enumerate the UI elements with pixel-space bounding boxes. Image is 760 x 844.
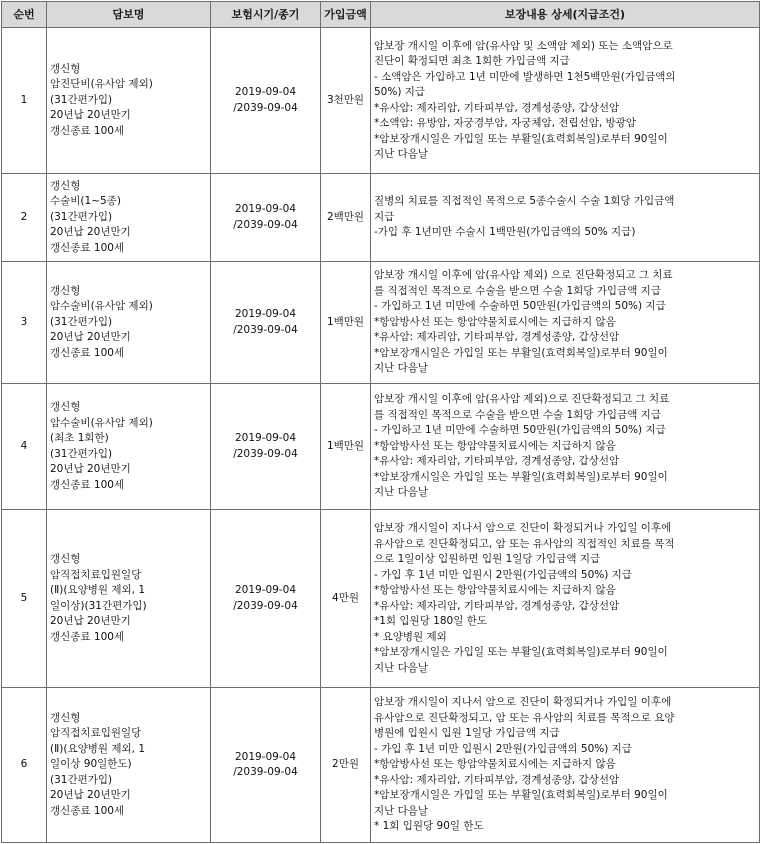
coverage-name-line: 갱신형 bbox=[50, 553, 81, 565]
detail-line: 지급 bbox=[374, 210, 395, 223]
table-body bbox=[2, 28, 760, 843]
detail-line: *유사암: 제자리암, 기타피부암, 경계성종양, 갑상선암 bbox=[374, 331, 620, 344]
coverage-name-line: (Ⅱ)(요양병원 제외, 1 bbox=[50, 742, 146, 755]
period-start: 2019-09-04 bbox=[234, 750, 297, 763]
detail-line: - 소액암은 가입하고 1년 미만에 발생하면 1천5백만원(가입금액의 bbox=[374, 70, 676, 83]
table-row bbox=[2, 510, 760, 688]
coverage-name-line: 갱신형 bbox=[50, 401, 81, 413]
period-start: 2019-09-04 bbox=[234, 584, 297, 596]
detail-line: * 요양병원 제외 bbox=[374, 630, 447, 643]
detail-line: *항암방사선 또는 항암약물치료시에는 지급하지 않음 bbox=[374, 758, 616, 771]
detail-line: 암보장 개시일 이후에 암(유사암 및 소액암 제외) 또는 소액암으로 bbox=[374, 39, 673, 52]
row-number: 1 bbox=[2, 28, 47, 174]
coverage-name-line: 갱신형 bbox=[50, 62, 81, 75]
detail-line: 지난 다음날 bbox=[374, 362, 429, 375]
period-start: 2019-09-04 bbox=[234, 203, 297, 215]
detail-line: - 가입 후 1년 미만 입원시 2만원(가입금액의 50%) 지급 bbox=[374, 742, 632, 755]
coverage-name bbox=[47, 384, 211, 510]
detail-line: *암보장개시일은 가입일 또는 부활일(효력회복일)로부터 90일이 bbox=[374, 470, 668, 483]
detail-line: *항암방사선 또는 항암약물치료시에는 지급하지 않음 bbox=[374, 315, 616, 328]
header-amount: 가입금액 bbox=[321, 2, 371, 28]
coverage-period bbox=[211, 510, 321, 688]
period-end: /2039-09-04 bbox=[233, 218, 298, 231]
detail-line: 를 직접적인 목적으로 수술을 받으면 수술 1회당 가입금액 지급 bbox=[374, 408, 661, 421]
coverage-amount: 3천만원 bbox=[321, 28, 371, 174]
coverage-name-line: (31간편가입) bbox=[50, 93, 113, 106]
detail-line: *소액암: 유방암, 자궁경부암, 자궁체암, 전립선암, 방광암 bbox=[374, 117, 636, 129]
row-number: 5 bbox=[2, 510, 47, 688]
coverage-period bbox=[211, 174, 321, 262]
coverage-name-line: 갱신종료 100세 bbox=[50, 804, 125, 817]
detail-line: 질병의 치료를 직접적인 목적으로 5종수술시 수술 1회당 가입금액 bbox=[374, 195, 675, 208]
period-end: /2039-09-04 bbox=[233, 599, 298, 612]
detail-line: 유사암으로 진단확정되고, 암 또는 유사암의 치료를 목적으로 요양 bbox=[374, 711, 675, 724]
coverage-period bbox=[211, 28, 321, 174]
table-row bbox=[2, 28, 760, 174]
detail-line: *암보장개시일은 가입일 또는 부활일(효력회복일)로부터 90일이 bbox=[374, 132, 668, 145]
coverage-name bbox=[47, 688, 211, 843]
detail-line: *유사암: 제자리암, 기타피부암, 경계성종양, 갑상선암 bbox=[374, 101, 620, 114]
detail-line: *유사암: 제자리암, 기타피부암, 경계성종양, 갑상선암 bbox=[374, 455, 620, 468]
detail-line: 지난 다음날 bbox=[374, 804, 429, 817]
coverage-name-line: 일이상 90일한도) bbox=[50, 758, 132, 771]
header-period: 보험시기/종기 bbox=[211, 2, 321, 28]
row-number: 4 bbox=[2, 384, 47, 510]
coverage-period bbox=[211, 688, 321, 843]
coverage-name-line: (31간편가입) bbox=[50, 447, 113, 460]
coverage-table bbox=[1, 1, 760, 843]
coverage-detail bbox=[371, 510, 760, 688]
coverage-name-line: 20년납 20년만기 bbox=[50, 226, 131, 239]
coverage-name-line: 암직접치료입원일당 bbox=[50, 727, 142, 740]
coverage-name-line: 갱신종료 100세 bbox=[50, 478, 125, 491]
detail-line: - 가입하고 1년 미만에 수술하면 50만원(가입금액의 50%) 지급 bbox=[374, 300, 666, 313]
detail-line: *암보장개시일은 가입일 또는 부활일(효력회복일)로부터 90일이 bbox=[374, 646, 668, 658]
coverage-period bbox=[211, 384, 321, 510]
detail-line: 으로 1일이상 입원하면 입원 1일당 가입금액 지급 bbox=[374, 553, 601, 565]
detail-line: *유사암: 제자리암, 기타피부암, 경계성종양, 갑상선암 bbox=[374, 599, 620, 612]
detail-line: * 1회 입원당 90일 한도 bbox=[374, 820, 484, 833]
detail-line: -가입 후 1년미만 수술시 1백만원(가입금액의 50% 지급) bbox=[374, 226, 636, 239]
coverage-name-line: (31간편가입) bbox=[50, 773, 113, 786]
header-name: 담보명 bbox=[47, 2, 211, 28]
coverage-name-line: 갱신종료 100세 bbox=[50, 241, 125, 254]
detail-line: 지난 다음날 bbox=[374, 661, 429, 674]
coverage-amount: 1백만원 bbox=[321, 262, 371, 384]
coverage-name-line: 갱신형 bbox=[50, 179, 81, 192]
coverage-name-line: 20년납 20년만기 bbox=[50, 109, 131, 122]
coverage-name-line: (최초 1회한) bbox=[50, 432, 109, 444]
period-end: /2039-09-04 bbox=[233, 323, 298, 336]
coverage-detail bbox=[371, 384, 760, 510]
coverage-name-line: 암수술비(유사암 제외) bbox=[50, 416, 153, 429]
coverage-name-line: 암진단비(유사암 제외) bbox=[50, 78, 153, 91]
coverage-name bbox=[47, 28, 211, 174]
coverage-amount: 4만원 bbox=[321, 510, 371, 688]
coverage-name-line: (Ⅱ)(요양병원 제외, 1 bbox=[50, 584, 146, 596]
detail-line: 유사암으로 진단확정되고, 암 또는 유사암의 직접적인 치료를 목적 bbox=[374, 537, 675, 550]
coverage-name-line: 갱신종료 100세 bbox=[50, 630, 125, 643]
table-row bbox=[2, 174, 760, 262]
coverage-period bbox=[211, 262, 321, 384]
detail-line: 50%) 지급 bbox=[374, 86, 426, 98]
header-row bbox=[2, 2, 760, 28]
period-end: /2039-09-04 bbox=[233, 101, 298, 114]
row-number: 6 bbox=[2, 688, 47, 843]
coverage-detail bbox=[371, 688, 760, 843]
coverage-detail bbox=[371, 262, 760, 384]
detail-line: *항암방사선 또는 항암약물치료시에는 지급하지 않음 bbox=[374, 584, 616, 596]
detail-line: 지난 다음날 bbox=[374, 148, 429, 160]
coverage-name-line: 갱신종료 100세 bbox=[50, 346, 125, 359]
coverage-name-line: 20년납 20년만기 bbox=[50, 331, 131, 344]
period-end: /2039-09-04 bbox=[233, 447, 298, 460]
detail-line: *1회 입원당 180일 한도 bbox=[374, 615, 487, 627]
coverage-name bbox=[47, 174, 211, 262]
header-detail: 보장내용 상세(지급조건) bbox=[371, 2, 760, 28]
coverage-amount: 2만원 bbox=[321, 688, 371, 843]
period-end: /2039-09-04 bbox=[233, 766, 298, 778]
coverage-name-line: 20년납 20년만기 bbox=[50, 463, 131, 475]
detail-line: *항암방사선 또는 항암약물치료시에는 지급하지 않음 bbox=[374, 439, 616, 452]
table-row bbox=[2, 688, 760, 843]
detail-line: 지난 다음날 bbox=[374, 486, 429, 499]
coverage-name-line: 갱신종료 100세 bbox=[50, 124, 125, 137]
coverage-name-line: 갱신형 bbox=[50, 284, 81, 297]
coverage-name-line: 암수술비(유사암 제외) bbox=[50, 300, 153, 313]
coverage-amount: 1백만원 bbox=[321, 384, 371, 510]
table-row bbox=[2, 262, 760, 384]
detail-line: 암보장 개시일 이후에 암(유사암 제외) 으로 진단확정되고 그 치료 bbox=[374, 269, 673, 282]
period-start: 2019-09-04 bbox=[234, 308, 297, 320]
detail-line: - 가입 후 1년 미만 입원시 2만원(가입금액의 50%) 지급 bbox=[374, 568, 632, 581]
header-no: 순번 bbox=[2, 2, 47, 28]
coverage-name bbox=[47, 510, 211, 688]
coverage-name-line: 갱신형 bbox=[50, 711, 81, 724]
table-row bbox=[2, 384, 760, 510]
coverage-name-line: (31간편가입) bbox=[50, 315, 113, 328]
coverage-name-line: 20년납 20년만기 bbox=[50, 615, 131, 627]
detail-line: 암보장 개시일 이후에 암(유사암 제외)으로 진단확정되고 그 치료 bbox=[374, 393, 670, 406]
period-start: 2019-09-04 bbox=[234, 432, 297, 444]
detail-line: *유사암: 제자리암, 기타피부암, 경계성종양, 갑상선암 bbox=[374, 773, 620, 786]
row-number: 2 bbox=[2, 174, 47, 262]
period-start: 2019-09-04 bbox=[234, 86, 297, 98]
coverage-detail bbox=[371, 28, 760, 174]
detail-line: 암보장 개시일이 지나서 암으로 진단이 확정되거나 가입일 이후에 bbox=[374, 696, 672, 709]
coverage-name bbox=[47, 262, 211, 384]
coverage-name-line: (31간편가입) bbox=[50, 210, 113, 223]
coverage-amount: 2백만원 bbox=[321, 174, 371, 262]
coverage-name-line: 수술비(1~5종) bbox=[50, 195, 121, 208]
detail-line: *암보장개시일은 가입일 또는 부활일(효력회복일)로부터 90일이 bbox=[374, 789, 668, 802]
coverage-name-line: 암직접치료입원일당 bbox=[50, 568, 142, 581]
detail-line: *암보장개시일은 가입일 또는 부활일(효력회복일)로부터 90일이 bbox=[374, 346, 668, 359]
detail-line: 진단이 확정되면 최초 1회한 가입금액 지급 bbox=[374, 55, 570, 67]
coverage-name-line: 일이상)(31간편가입) bbox=[50, 599, 147, 612]
detail-line: 병원에 입원시 입원 1일당 가입금액 지급 bbox=[374, 727, 560, 740]
coverage-name-line: 20년납 20년만기 bbox=[50, 789, 131, 802]
row-number: 3 bbox=[2, 262, 47, 384]
coverage-detail bbox=[371, 174, 760, 262]
detail-line: - 가입하고 1년 미만에 수술하면 50만원(가입금액의 50%) 지급 bbox=[374, 424, 666, 437]
detail-line: 암보장 개시일이 지나서 암으로 진단이 확정되거나 가입일 이후에 bbox=[374, 522, 672, 534]
detail-line: 를 직접적인 목적으로 수술을 받으면 수술 1회당 가입금액 지급 bbox=[374, 284, 661, 297]
